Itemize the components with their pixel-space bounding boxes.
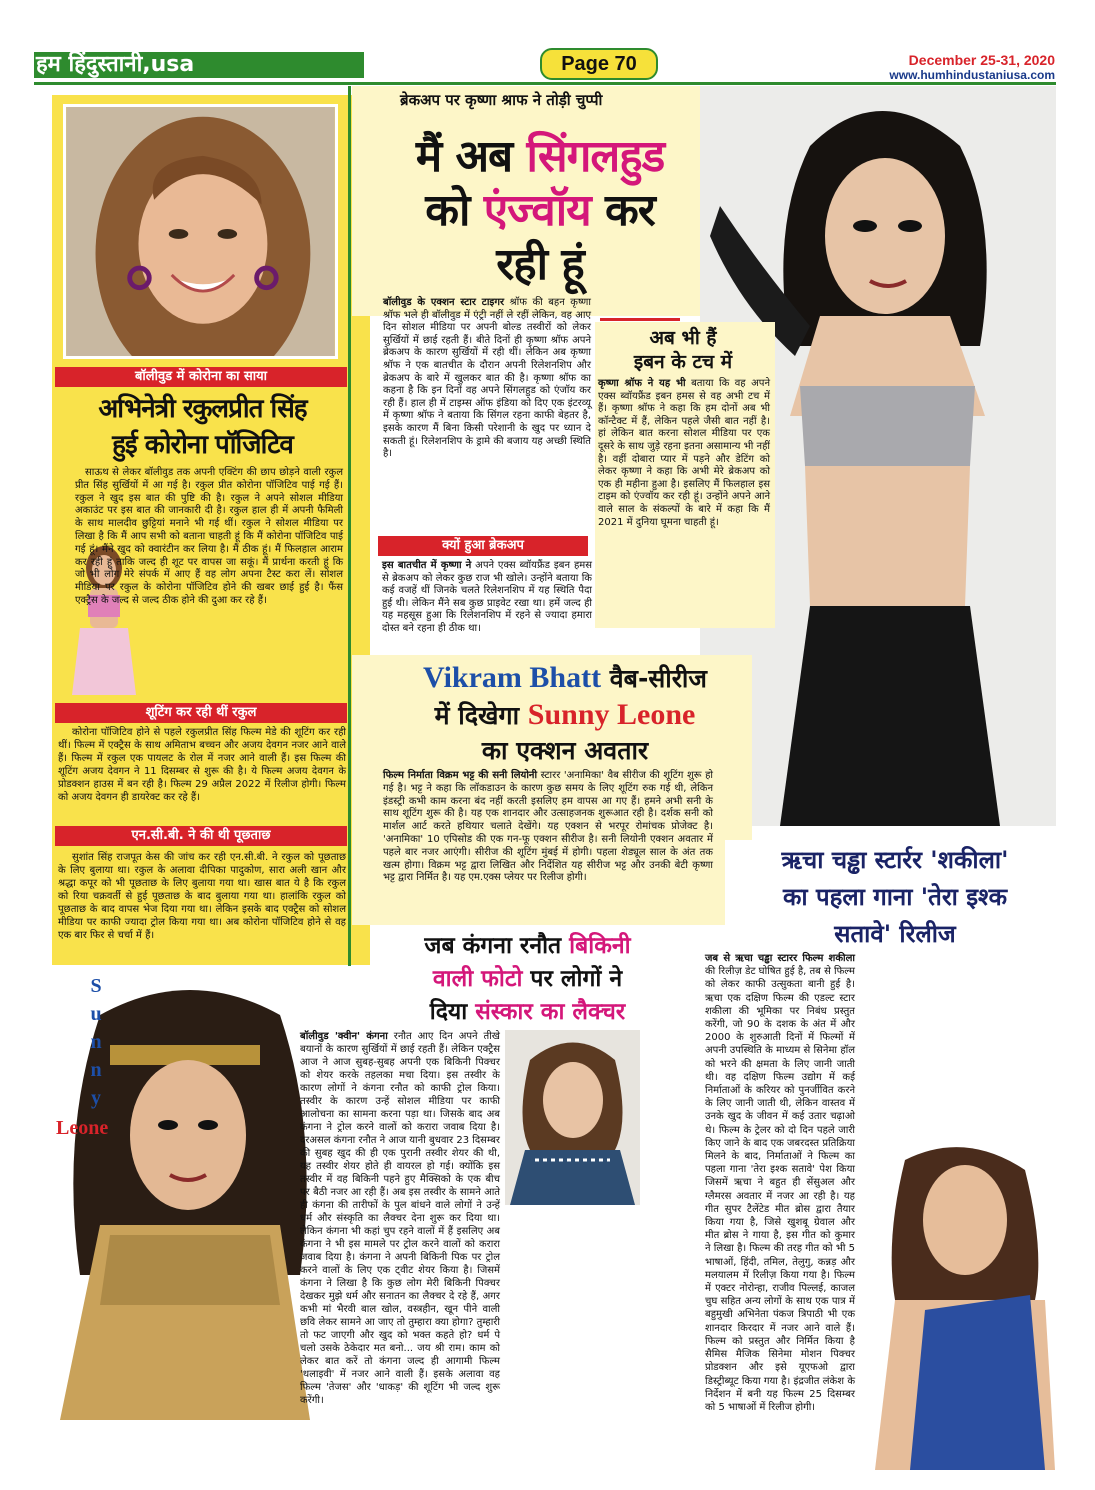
richa-body-text: की रिलीज़ डेट घोषित हुई है, तब से फिल्म को लेकर काफी उत्सुकता बानी हुई है। ऋचा एक दक्षिण फिल्म की एडल्ट स्टार शकीला की भूमिका पर निबंध प्रस्तुत करेंगी, जो 90 के दशक के अंत में और 2000 के शुरुआती दिनों में फिल्मों में अपनी उपस्थिति के माध्यम से सिनेमा हॉल को भरने की क्षमता के लिए जानी जाती थी। वह दक्षिण फिल्म उद्योग में कई निर्माताओं के करियर को पुनर्जीवित करने के लिए जानी जाती थी, लेकिन वास्तव में उनके खुद के जीवन में कई उतार चढ़ाओ थे। फिल्म के ट्रेलर को दो दिन पहले जारी किए जाने के बाद एक जबरदस्त प्रतिक्रिया मिलने के बाद, निर्माताओं ने फिल्म का पहला गाना 'तेरा इश्क सतावे' पेश किया जिसमें ऋचा ने बहुत ही सेंसुअल और ग्लैमरस अवतार में नजर आ रही है। यह गीत सुपर टैलेंटेड मीत ब्रोस द्वारा तैयार किया गया है, जिसे खुशबू ग्रेवाल और मीत ब्रोस ने गाया है, इस गीत को कुमार ने लिखा है। फिल्म की तरह गीत को भी 5 भाषाओं, हिंदी, तमिल, तेलुगु, कन्नड़ और मलयालम में रिलीज़ किया गया है। फिल्म में एक्टर नोरोन्हा, राजीव पिल्लई, काजल चुघ सहित अन्य लोगों के साथ एक पात्र में बहुमुखी अभिनेता पंकज त्रिपाठी भी एक शानदार किरदार में नजर आने वाले हैं। फिल्म को प्रस्तुत और निर्मित किया है सैमिस मैजिक सिनेमा मोशन पिक्चर प्रोडक्शन और इसे यूएफओ द्वारा डिस्ट्रीब्यूट किया गया है। इंद्रजीत लंकेश के निर्देशन में बनी यह फिल्म 25 दिसम्बर को 5 भाषाओं में रिलीज होगी। <box>705 966 855 1413</box>
vikram-headline-part: में दिखेगा <box>434 701 528 730</box>
richa-body <box>705 952 855 1414</box>
krishna-headline-highlight: सिंगलहुड <box>526 131 665 182</box>
page-number-badge <box>540 48 658 80</box>
rakul-section-band: बॉलीवुड में कोरोना का साया <box>55 367 347 387</box>
rakul-body-2: कोरोना पॉजिटिव होने से पहले रकुलप्रीत सिंह फिल्म मेडे की शूटिंग कर रही थीं। फिल्म में एक्ट्रैस के साथ अमिताभ बच्चन और अजय देवगन नजर आने वाले हैं। फिल्म में रकुल एक पायलट के रोल में नजर आने वाली हैं। इस फिल्म की शूटिंग अजय देवगन ने 11 दिसम्बर से शुरू की है। ये फिल्म अजय देवगन के प्रोडक्शन हाउस में बन रही है। फिल्म 29 अप्रैल 2022 में रिलीज होगी। फिल्म को अजय देवगन ही डायरेक्ट कर रहे हैं। <box>58 727 346 803</box>
vikram-name: Vikram Bhatt <box>423 661 602 694</box>
kangana-headline-highlight: बिकिनी <box>569 933 631 959</box>
krishna-headline-part: को <box>425 185 484 236</box>
richa-photo <box>855 1140 1055 1470</box>
header-rule <box>34 82 1056 85</box>
krishna-sub2-line2: इबन के टच में <box>633 351 733 373</box>
krishna-kicker: ब्रेकअप पर कृष्णा श्राफ ने तोड़ी चुप्पी <box>400 91 603 109</box>
krishna-sub2 <box>598 326 768 374</box>
vikram-headline-part: का एक्शन अवतार <box>481 736 649 765</box>
kangana-body-text: रनौत आए दिन अपने तीखे बयानों के कारण सुर्खियों में छाई रहती हैं। लेकिन एक्ट्रैस आज ने आज सुबह-सुबह अपनी एक बिकिनी पिक्चर को शेयर करके तहलका मचा दिया। इस तस्वीर के कारण लोगों ने कंगना रनौत को काफी ट्रोल किया। तस्वीर के कारण उन्हें सोशल मीडिया पर काफी आलोचना का सामना करना पड़ा था। जिसके बाद अब कंगना ने ट्रोल करने वालों को करारा जवाब दिया है। दरअसल कंगना रनौत ने आज यानी बुधवार 23 दिसम्बर की सुबह खुद की ही एक पुरानी तस्वीर शेयर की थी, यह तस्वीर शेयर होते ही वायरल हो गई। क्योंकि इस तस्वीर में वह बिकिनी पहने हुए मैक्सिको के एक बीच पर बैठी नजर आ रही हैं। अब इस तस्वीर के सामने आते ही कंगना की तारीफों के पुल बांधने वाले लोगों ने उन्हें धर्म और संस्कृति का लैक्चर देना शुरू कर दिया था। लेकिन कंगना भी कहां चुप रहने वालों में हैं इसलिए अब कंगना ने भी इस मामले पर ट्रोल करने वालों को करारा जवाब दिया है। कंगना ने अपनी बिकिनी पिक पर ट्रोल करने वालों के लिए एक ट्वीट शेयर किया है। जिसमें कंगना ने लिखा है कि कुछ लोग मेरी बिकिनी पिक्चर देखकर मुझे धर्म और सनातन का लैक्चर दे रहे हैं, अगर कभी मां भैरवी बाल खोल, वस्त्रहीन, खून पीने वाली छवि लेकर सामने आ जाए तो तुम्हारा क्या होगा? तुम्हारी तो फट जाएगी और खुद को भक्त कहते हो? धर्म पे चलो उसके ठेकेदार मत बनो... जय श्री राम। काम को लेकर बात करें तो कंगना जल्द ही आगामी फिल्म 'थलाइवी' में नजर आने वाली हैं। इसके अलावा वह फिल्म 'तेजस' और 'धाकड़' की शूटिंग भी जल्द शुरू करेंगी। <box>300 1031 500 1406</box>
krishna-body-2-lead: इस बातचीत में कृष्णा ने <box>382 560 472 571</box>
kangana-headline-part: दिया <box>429 999 476 1025</box>
rakul-headline-1: अभिनेत्री रकुलप्रीत सिंह <box>98 394 307 424</box>
rakul-border-rule <box>348 86 351 966</box>
rakul-ncb-band: एन.सी.बी. ने की थी पूछताछ <box>55 826 347 846</box>
richa-headline <box>725 842 1065 953</box>
krishna-body-2 <box>382 560 592 636</box>
richa-body-lead: जब से ऋचा चड्ढा स्टारर फिल्म शकीला <box>705 953 855 964</box>
vikram-headline-part: वैब-सीरीज <box>601 664 707 693</box>
krishna-body-3-lead: कृष्णा श्रॉफ ने यह भी <box>598 378 686 389</box>
krishna-headline-part: कर <box>590 185 655 236</box>
sunny-caption-letter: n <box>90 1059 102 1081</box>
krishna-body-3 <box>598 378 770 529</box>
krishna-body-1 <box>383 297 591 461</box>
kangana-body-lead: बॉलीवुड 'क्वीन' कंगना <box>300 1031 388 1042</box>
krishna-headline-part: मैं अब <box>415 131 527 182</box>
sunny-caption-word: Leone <box>56 1117 109 1139</box>
sunny-caption-letter: u <box>90 1003 102 1025</box>
krishna-headline-part: रही हूं <box>496 239 584 290</box>
richa-headline-line: ऋचा चड्ढा स्टार्रर 'शकीला' <box>781 846 1009 874</box>
kangana-headline-highlight: संस्कार का लैक्चर <box>475 999 626 1025</box>
kangana-headline-highlight: वाली फोटो <box>432 966 523 992</box>
krishna-body-3-text: बताया कि वह अपने एक्स ब्वॉयफ्रैंड इबन हमस से वह अभी टच में हैं। कृष्णा श्रॉफ ने कहा कि हम दोनों अब भी कॉन्टैक्ट में हैं, लेकिन पहले जैसी बात नहीं है। हां लेकिन बात करना सोशल मीडिया पर एक दूसरे के साथ जुड़े रहना इतना असामान्य भी नहीं है। वहीं दोबारा प्यार में पड़ने और डेटिंग को लेकर कृष्णा ने कहा कि अभी मेरे ब्रेकअप को एक ही महीना हुआ है। इसलिए मैं फिलहाल इस टाइम को एंज्वॉय कर रही हूं। उन्होंने अपने आने वाले साल के संकल्पों के बारे में कहा कि मैं 2021 में दुनिया घूमना चाहती हूं। <box>598 378 770 528</box>
website-link[interactable]: www.humhindustaniusa.com <box>889 68 1055 82</box>
kangana-headline <box>330 930 725 1029</box>
rakul-headline-2: हुई कोरोना पॉजिटिव <box>112 430 293 460</box>
krishna-headline <box>385 130 695 292</box>
richa-headline-line: का पहला गाना 'तेरा इश्क <box>782 883 1008 911</box>
vikram-body-text: स्टारर 'अनामिका' वैब सीरीज की शूटिंग शुरू हो गई है। भट्ट ने कहा कि लॉकडाउन के कारण कुछ समय के लिए शूटिंग रुक गई थी, लेकिन इंडस्ट्री कभी काम करना बंद नहीं करती इसलिए हम वापस आ गए हैं। हमने अभी सनी के साथ शूटिंग शुरू की है। यह एक शानदार और उत्साहजनक शुरूआत रही है। दर्शक सनी को मार्शल आर्ट करते हथियार चलाते देखेंगे। यह एक्शन से भरपूर रोमांचक प्रोजेक्ट है। 'अनामिका' 10 एपिसोड की एक गन-फू एक्शन सीरीज है। सनी लियोनी एक्शन अवतार में पहले बार नजर आएंगी। सीरीज की शूटिंग मुंबई में होगी। पहला शेड्यूल साल के अंत तक खत्म होगा। विक्रम भट्ट द्वारा लिखित और निर्देशित यह सीरीज भट्ट और उनकी बेटी कृष्णा भट्ट द्वारा निर्मित है। यह एम.एक्स प्लेयर पर रिलीज होगी। <box>383 770 713 884</box>
rakul-portrait-photo <box>63 104 338 359</box>
krishna-sub1-band: क्यों हुआ ब्रेकअप <box>378 536 588 556</box>
sunny-caption-letter: n <box>90 1031 102 1053</box>
richa-headline-line: सतावे' रिलीज <box>834 920 956 948</box>
sunny-caption <box>76 972 116 1112</box>
kangana-headline-part: पर लोगों ने <box>522 966 623 992</box>
masthead: हम हिंदुस्तानी,usa <box>36 52 195 77</box>
kangana-body <box>300 1030 500 1407</box>
kangana-headline-part: जब कंगना रनौत <box>424 933 570 959</box>
rakul-shooting-band: शूटिंग कर रही थीं रकुल <box>55 703 347 723</box>
krishna-body-1-text: श्रॉफ की बहन कृष्णा श्रॉफ भले ही बॉलीवुड में एंट्री नहीं ले रहीं लेकिन, वह आए दिन सोशल मीडिया पर अपनी बोल्ड तस्वीरों को लेकर सुर्खियों में छाई रहती हैं। बीते दिनों ही कृष्णा श्रॉफ अपने ब्रेकअप के कारण सुर्खियों में रही थीं। लेकिन अब कृष्णा श्रॉफ ने एक बातचीत के दौरान अपनी रिलेशनशिप और ब्रेकअप के बारे में खुलकर बात की है। कृष्णा श्रॉफ का कहना है कि इन दिनों वह अपने सिंगलहुड को एंजॉय कर रही हैं। हाल ही में टाइम्स ऑफ इंडिया को दिए एक इंटरव्यू में कृष्णा श्रॉफ ने बताया कि सिंगल रहना काफी बेहतर है, इसके कारण मैं बिना किसी परेशानी के खुद पर ध्यान दे सकती हूं। रिलेशनशिप के ड्रामे की बजाय यह अच्छी स्थिति है। <box>383 297 591 460</box>
sunny-name: Sunny Leone <box>527 698 696 731</box>
rakul-body-3: सुशांत सिंह राजपूत केस की जांच कर रही एन.सी.बी. ने रकुल को पूछताछ के लिए बुलाया था। रकुल के अलावा दीपिका पादुकोण, सारा अली खान और श्रद्धा कपूर को भी पूछताछ के लिए बुलाया गया था। खास बात ये है कि रकुल को रिया चक्रवर्ती से हुई पूछताछ के बाद बुलाया गया था। हालांकि रकुल को पूछताछ के बाद वापस भेज दिया गया था। लेकिन इसके बाद एक्ट्रैस को सोशल मीडिया पर काफी ज्यादा ट्रोल किया गया था। अब कोरोना पॉजिटिव होने से वह एक बार फिर से चर्चा में हैं। <box>58 852 346 941</box>
rakul-body-1: साऊथ से लेकर बॉलीवुड तक अपनी एक्टिंग की छाप छोड़ने वाली रकुल प्रीत सिंह सुर्खियों में आ गई है। रकुल प्रीत कोरोना पॉजिटिव पाई गई हैं। रकुल ने खुद इस बात की पुष्टि की है। रकुल ने अपने सोशल मीडिया अकाउंट पर इस बात की जानकारी दी है। रकुल हाल ही में अपनी फैमिली के साथ मालदीव छुट्टियां मनाने भी गई थीं। रकुल ने सोशल मीडिया पर लिखा है कि मैं आप सभी को बताना चाहती हूं कि मैं कोरोना पॉजिटिव पाई गई हूं। मैंने खुद को क्वारंटीन कर लिया है। मैं ठीक हूं। मैं फिलहाल आराम कर रही हूं ताकि जल्द ही शूट पर वापस जा सकूं। मैं प्रार्थना करती हूं कि जो भी लोग मेरे संपर्क में आए हैं वह लोग अपना टैस्ट करा लें। सोशल मीडिया पर रकुल के कोरोना पॉजिटिव होने की खबर छाई हुई है। फैंस एक्ट्रैस के जल्द से जल्द ठीक होने की दुआ कर रहे हैं। <box>75 467 343 606</box>
krishna-body-2-text: अपने एक्स ब्वॉयफ्रैंड इबन हमस से ब्रेकअप को लेकर कुछ राज भी खोले। उन्होंने बताया कि कई वजहें थीं जिनके चलते रिलेशनशिप में यह स्थिति पैदा हुई थी। लेकिन मैंने सब कुछ प्राइवेट रखा था। हमें जल्द ही यह महसूस हुआ कि रिलेशनशिप में रहने से ज्यादा हमारा दोस्त बने रहना ही ठीक था। <box>382 560 592 634</box>
krishna-body-1-lead: बॉलीवुड के एक्शन स्टार टाइगर <box>383 297 505 308</box>
vikram-body <box>383 770 713 885</box>
sunny-caption-letter: y <box>91 1087 101 1109</box>
vikram-body-lead: फिल्म निर्माता विक्रम भट्ट की सनी लियोनी <box>383 770 538 781</box>
vikram-headline <box>380 660 750 768</box>
krishna-headline-highlight: एंज्वॉय <box>483 185 591 236</box>
kangana-photo <box>505 1030 640 1205</box>
issue-date: December 25-31, 2020 <box>908 52 1055 68</box>
sunny-caption-letter: S <box>90 975 102 997</box>
krishna-side-rule <box>600 318 680 321</box>
krishna-sub2-line1: अब भी हैं <box>649 327 717 349</box>
page-number: Page 70 <box>561 53 637 75</box>
